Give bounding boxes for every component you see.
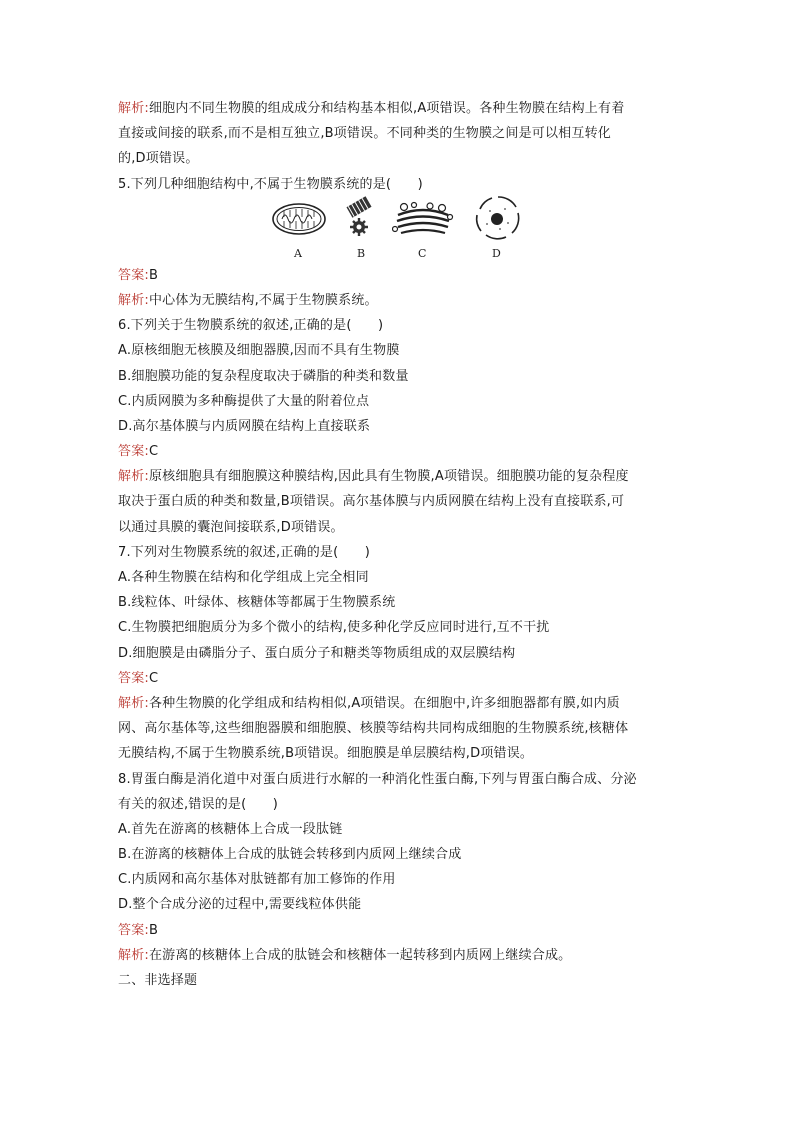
option-c: C.内质网膜为多种酶提供了大量的附着位点 <box>118 393 370 409</box>
explanation-line: 直接或间接的联系,而不是相互独立,B项错误。不同种类的生物膜之间是可以相互转化 <box>118 126 611 142</box>
explanation-line <box>118 288 678 313</box>
answer-value: C <box>148 444 159 460</box>
explanation-line <box>118 943 678 968</box>
explanation-line: 网、高尔基体等,这些细胞器膜和细胞膜、核膜等结构共同构成细胞的生物膜系统,核糖体 <box>118 721 629 737</box>
organelle-figure <box>270 197 530 263</box>
answer-value: B <box>148 922 159 938</box>
option-b: B.线粒体、叶绿体、核糖体等都属于生物膜系统 <box>118 595 396 611</box>
option-b: B.在游离的核糖体上合成的肽链会转移到内质网上继续合成 <box>118 847 462 863</box>
explanation-line <box>118 96 678 121</box>
explanation-line: 取决于蛋白质的种类和数量,B项错误。高尔基体膜与内质网膜在结构上没有直接联系,可 <box>118 494 625 510</box>
question-6-stem: 6.下列关于生物膜系统的叙述,正确的是( ) <box>118 318 384 334</box>
figure-label-d: D <box>492 246 501 260</box>
option-c: C.内质网和高尔基体对肽链都有加工修饰的作用 <box>118 872 396 888</box>
option-b: B.细胞膜功能的复杂程度取决于磷脂的种类和数量 <box>118 368 409 384</box>
answer-label: 答案: <box>118 267 149 283</box>
question-7-stem: 7.下列对生物膜系统的叙述,正确的是( ) <box>118 544 371 560</box>
figure-label-b: B <box>357 246 366 260</box>
nucleus-icon <box>472 193 524 241</box>
figure-label-c: C <box>418 246 427 260</box>
question-8-stem: 8.胃蛋白酶是消化道中对蛋白质进行水解的一种消化性蛋白酶,下列与胃蛋白酶合成、分泌 <box>118 771 637 787</box>
answer-line <box>118 666 678 691</box>
explanation-label: 解析: <box>118 292 149 308</box>
explanation-line: 以通过具膜的囊泡间接联系,D项错误。 <box>118 519 344 535</box>
explanation-label: 解析: <box>118 101 149 116</box>
explanation-line: 的,D项错误。 <box>118 151 199 167</box>
answer-line <box>118 263 678 288</box>
answer-label: 答案: <box>118 444 149 460</box>
explanation-text: 各种生物膜的化学组成和结构相似,A项错误。在细胞中,许多细胞器都有膜,如内质 <box>148 695 620 711</box>
explanation-text: 细胞内不同生物膜的组成成分和结构基本相似,A项错误。各种生物膜在结构上有着 <box>148 101 625 116</box>
option-d: D.高尔基体膜与内质网膜在结构上直接联系 <box>118 418 371 434</box>
explanation-line: 无膜结构,不属于生物膜系统,B项错误。细胞膜是单层膜结构,D项错误。 <box>118 746 534 762</box>
explanation-text: 原核细胞具有细胞膜这种膜结构,因此具有生物膜,A项错误。细胞膜功能的复杂程度 <box>148 469 629 485</box>
option-a: A.原核细胞无核膜及细胞器膜,因而不具有生物膜 <box>118 343 400 359</box>
option-c: C.生物膜把细胞质分为多个微小的结构,使多种化学反应同时进行,互不干扰 <box>118 620 550 636</box>
figure-label-a: A <box>294 246 302 260</box>
option-d: D.整个合成分泌的过程中,需要线粒体供能 <box>118 897 362 913</box>
golgi-apparatus-icon <box>392 199 454 239</box>
explanation-text: 在游离的核糖体上合成的肽链会和核糖体一起转移到内质网上继续合成。 <box>148 947 572 963</box>
question-8-stem: 有关的叙述,错误的是( ) <box>118 796 279 812</box>
explanation-line <box>118 691 678 716</box>
option-a: A.首先在游离的核糖体上合成一段肽链 <box>118 821 343 837</box>
explanation-label: 解析: <box>118 947 149 963</box>
answer-line <box>118 439 678 464</box>
section-heading: 二、非选择题 <box>118 973 198 988</box>
explanation-text: 中心体为无膜结构,不属于生物膜系统。 <box>148 292 378 308</box>
explanation-label: 解析: <box>118 695 149 711</box>
answer-label: 答案: <box>118 922 149 938</box>
explanation-label: 解析: <box>118 469 149 485</box>
mitochondrion-icon <box>270 197 328 243</box>
answer-value: B <box>148 267 159 283</box>
answer-value: C <box>148 670 159 686</box>
question-5-stem: 5.下列几种细胞结构中,不属于生物膜系统的是( ) <box>118 176 423 192</box>
option-d: D.细胞膜是由磷脂分子、蛋白质分子和糖类等物质组成的双层膜结构 <box>118 645 516 661</box>
answer-label: 答案: <box>118 670 149 686</box>
document-page <box>118 96 678 993</box>
option-a: A.各种生物膜在结构和化学组成上完全相同 <box>118 570 369 585</box>
answer-line <box>118 918 678 943</box>
centrosome-icon <box>340 193 378 241</box>
explanation-line <box>118 464 678 489</box>
